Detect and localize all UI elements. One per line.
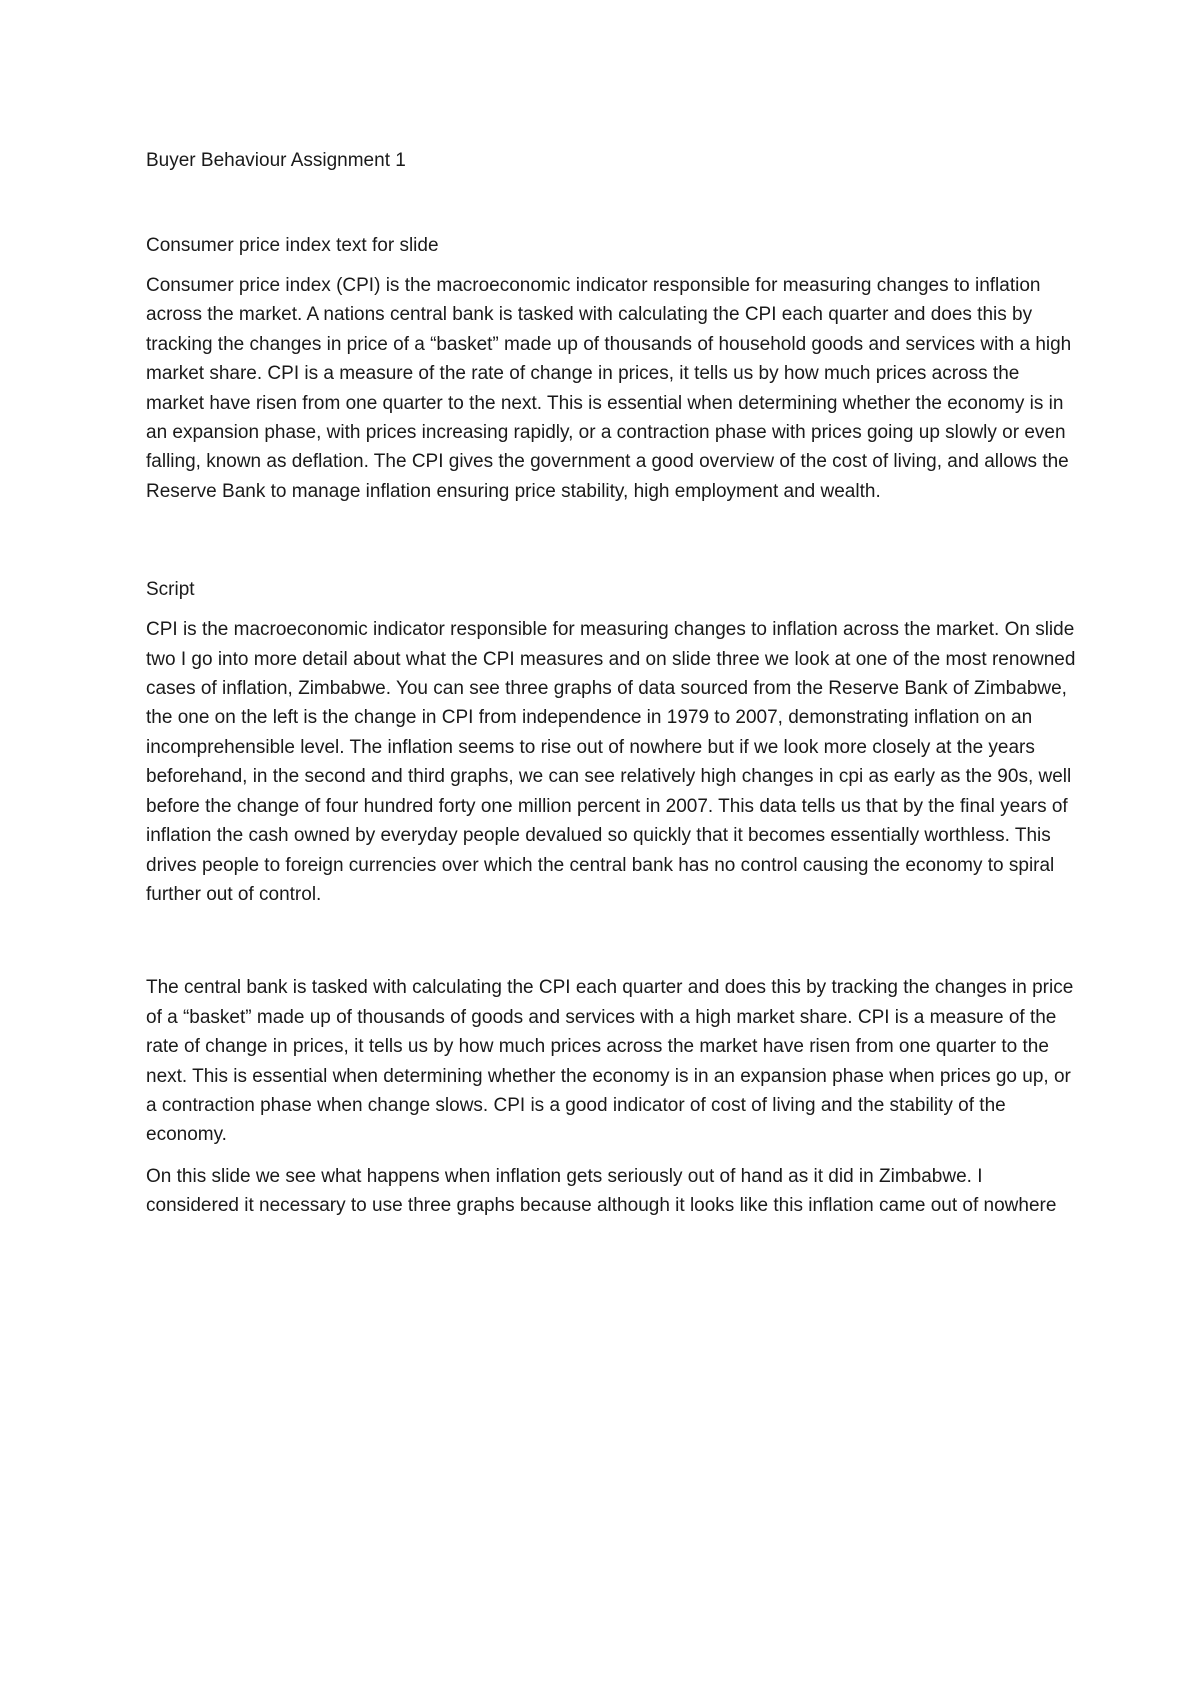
- paragraph-cpi-definition: Consumer price index (CPI) is the macroeconomic indicator responsible for measuring changes to inflation across the market. A nations central bank is tasked with calculating the CPI each quarter and does this by tracking the changes in price of a “basket” made up of thousands of household goods and services with a high market share. CPI is a measure of the rate of change in prices, it tells us by how much prices across the market have risen from one quarter to the next. This is essential when determining whether the economy is in an expansion phase, with prices increasing rapidly, or a contraction phase with prices going up slowly or even falling, known as deflation. The CPI gives the government a good overview of the cost of living, and allows the Reserve Bank to manage inflation ensuring price stability, high employment and wealth.: [146, 275, 1072, 502]
- section-heading-cpi-slide-text: Consumer price index text for slide: [146, 235, 439, 256]
- section-heading-script: Script: [146, 579, 195, 601]
- paragraph-script-intro: CPI is the macroeconomic indicator responsible for measuring changes to inflation across the market. On slide two I go into more detail about what the CPI measures and on slide three we look at one of the most renowned cases of inflation, Zimbabwe. You can see three graphs of data sourced from the Reserve Bank of Zimbabwe, the one on the left is the change in CPI from independence in 1979 to 2007, demonstrating inflation on an incomprehensible level. The inflation seems to rise out of nowhere but if we look more closely at the years beforehand, in the second and third graphs, we can see relatively high changes in cpi as early as the 90s, well before the change of four hundred forty one million percent in 2007. This data tells us that by the final years of inflation the cash owned by everyday people devalued so quickly that it becomes essentially worthless. This drives people to foreign currencies over which the central bank has no control causing the economy to spiral further out of control.: [146, 619, 1076, 905]
- paragraph-zimbabwe-slide: On this slide we see what happens when inflation gets seriously out of hand as it did in Zimbabwe. I considered it necessary to use three graphs because although it looks like this inflation came out of nowhere: [146, 1165, 1057, 1217]
- document-title: Buyer Behaviour Assignment 1: [146, 150, 406, 171]
- paragraph-central-bank: The central bank is tasked with calculating the CPI each quarter and does this by tracking the changes in price of a “basket” made up of thousands of goods and services with a high market share. CPI is a measure of the rate of change in prices, it tells us by how much prices across the market have risen from one quarter to the next. This is essential when determining whether the economy is in an expansion phase when prices go up, or a contraction phase when change slows. CPI is a good indicator of cost of living and the stability of the economy.: [146, 977, 1074, 1146]
- document-body: [146, 146, 1076, 1221]
